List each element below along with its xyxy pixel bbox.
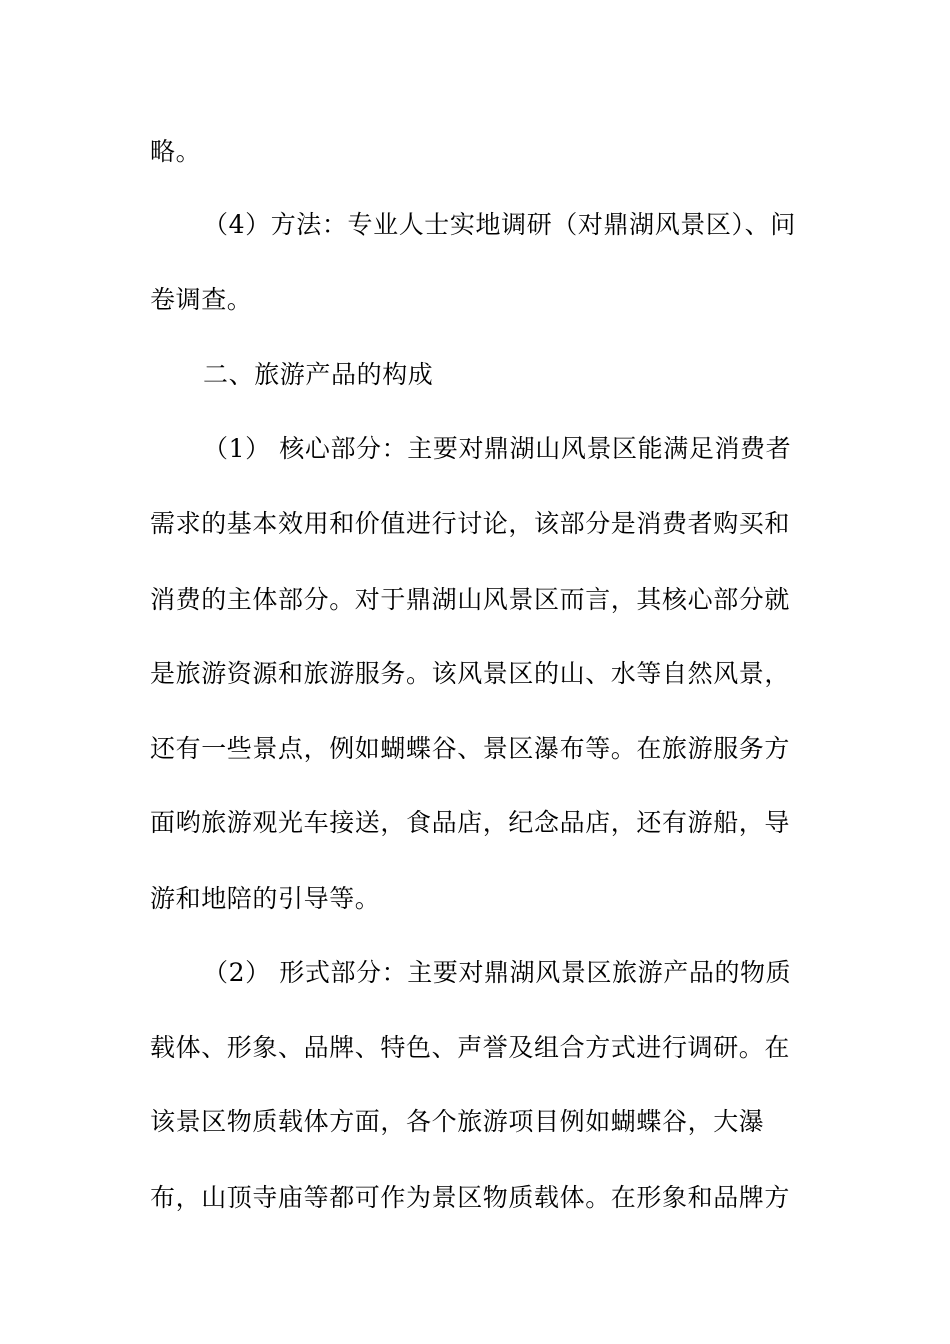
text-line-15: 布，山顶寺庙等都可作为景区物质载体。在形象和品牌方	[150, 1183, 791, 1212]
text-line-7: 消费的主体部分。对于鼎湖山风景区而言，其核心部分就	[150, 585, 791, 614]
text-line-14: 该景区物质载体方面，各个旅游项目例如蝴蝶谷，大瀑	[150, 1107, 765, 1136]
text-line-3: 卷调查。	[150, 285, 253, 314]
text-line-8: 是旅游资源和旅游服务。该风景区的山、水等自然风景，	[150, 659, 791, 688]
text-line-9: 还有一些景点，例如蝴蝶谷、景区瀑布等。在旅游服务方	[150, 734, 791, 763]
text-line-11: 游和地陪的引导等。	[150, 884, 381, 913]
text-line-5: （1） 核心部分：主要对鼎湖山风景区能满足消费者	[203, 434, 792, 463]
text-line-6: 需求的基本效用和价值进行讨论，该部分是消费者购买和	[150, 509, 791, 538]
text-line-1: 略。	[150, 137, 202, 166]
section-heading: 二、旅游产品的构成	[203, 360, 434, 389]
text-line-12: （2） 形式部分：主要对鼎湖风景区旅游产品的物质	[203, 958, 792, 987]
text-line-10: 面哟旅游观光车接送，食品店，纪念品店，还有游船，导	[150, 808, 791, 837]
text-line-13: 载体、形象、品牌、特色、声誉及组合方式进行调研。在	[150, 1033, 791, 1062]
text-line-2: （4）方法：专业人士实地调研（对鼎湖风景区）、问	[203, 210, 796, 239]
